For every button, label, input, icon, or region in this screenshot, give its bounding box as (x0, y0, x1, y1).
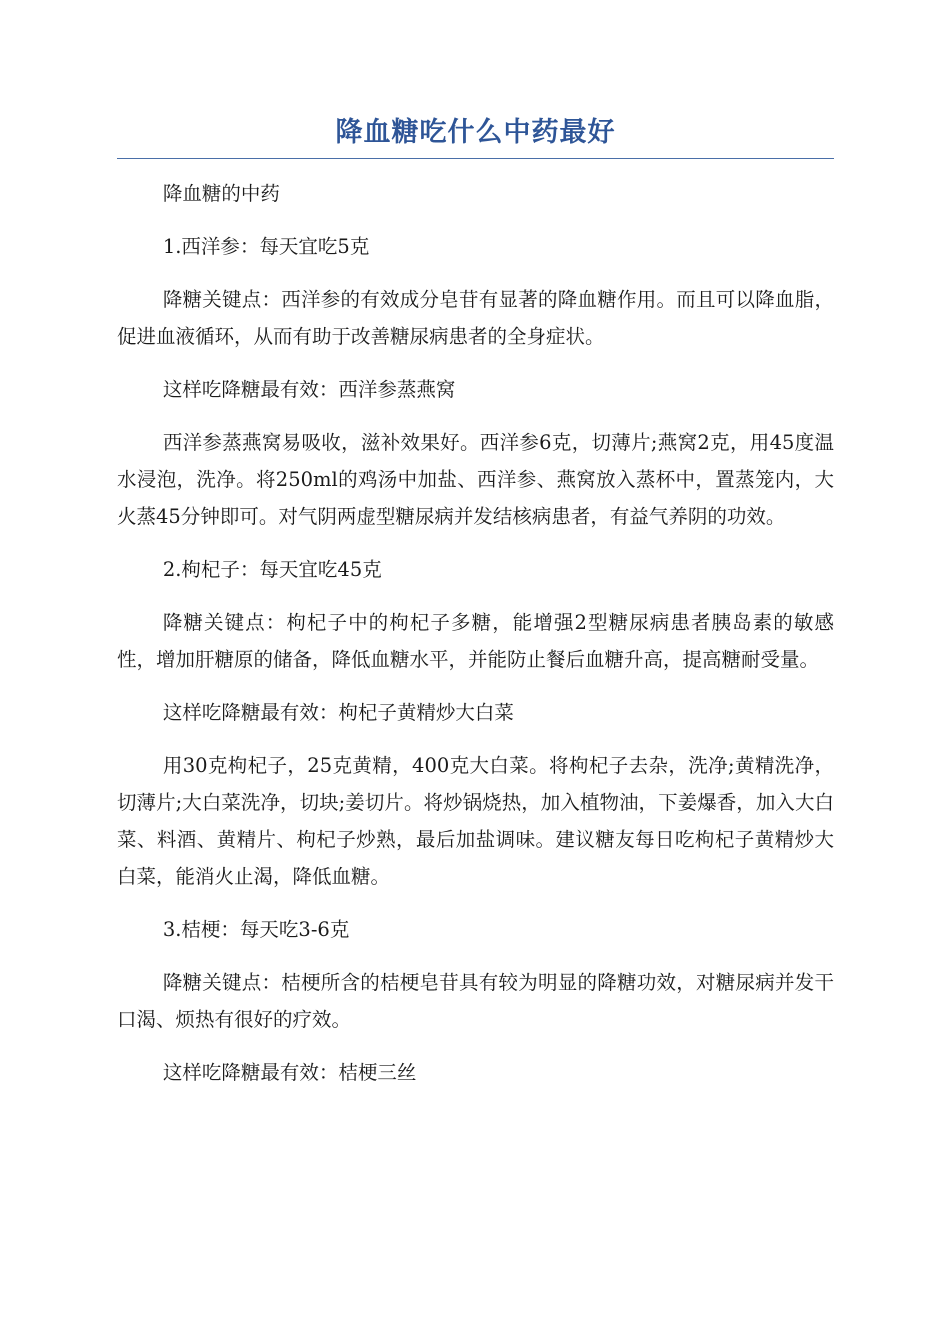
paragraph-item-3-key-point: 降糖关键点：桔梗所含的桔梗皂苷具有较为明显的降糖功效，对糖尿病并发干口渴、烦热有很好的疗效。 (117, 971, 834, 1031)
title-underline (117, 158, 834, 159)
paragraph-item-3-recipe-title: 这样吃降糖最有效：桔梗三丝 (162, 1061, 417, 1084)
document-page (117, 108, 834, 1107)
paragraph-item-1-recipe-title: 这样吃降糖最有效：西洋参蒸燕窝 (162, 378, 456, 401)
paragraph-item-1-heading: 1.西洋参：每天宜吃5克 (162, 235, 370, 258)
paragraph-item-2-key-point: 降糖关键点：枸杞子中的枸杞子多糖，能增强2型糖尿病患者胰岛素的敏感性，增加肝糖原的储备，降低血糖水平，并能防止餐后血糖升高，提高糖耐受量。 (117, 611, 834, 671)
page-title: 降血糖吃什么中药最好 (335, 117, 616, 148)
paragraph-section-heading: 降血糖的中药 (162, 182, 280, 205)
paragraph-item-2-recipe-body: 用30克枸杞子，25克黄精，400克大白菜。将枸杞子去杂，洗净;黄精洗净，切薄片;大白菜洗净，切块;姜切片。将炒锅烧热，加入植物油，下姜爆香，加入大白菜、料酒、黄精片、枸杞子炒熟，最后加盐调味。建议糖友每日吃枸杞子黄精炒大白菜，能消火止渴，降低血糖。 (117, 754, 834, 888)
paragraph-item-1-key-point: 降糖关键点：西洋参的有效成分皂苷有显著的降血糖作用。而且可以降血脂，促进血液循环，从而有助于改善糖尿病患者的全身症状。 (117, 288, 834, 348)
paragraph-item-2-recipe-title: 这样吃降糖最有效：枸杞子黄精炒大白菜 (162, 701, 514, 724)
paragraph-item-1-recipe-body: 西洋参蒸燕窝易吸收，滋补效果好。西洋参6克，切薄片;燕窝2克，用45度温水浸泡，洗净。将250ml的鸡汤中加盐、西洋参、燕窝放入蒸杯中，置蒸笼内，大火蒸45分钟即可。对气阴两虚型糖尿病并发结核病患者，有益气养阴的功效。 (117, 431, 834, 528)
paragraph-item-3-heading: 3.桔梗：每天吃3-6克 (162, 918, 350, 941)
paragraph-item-2-heading: 2.枸杞子：每天宜吃45克 (162, 558, 382, 581)
